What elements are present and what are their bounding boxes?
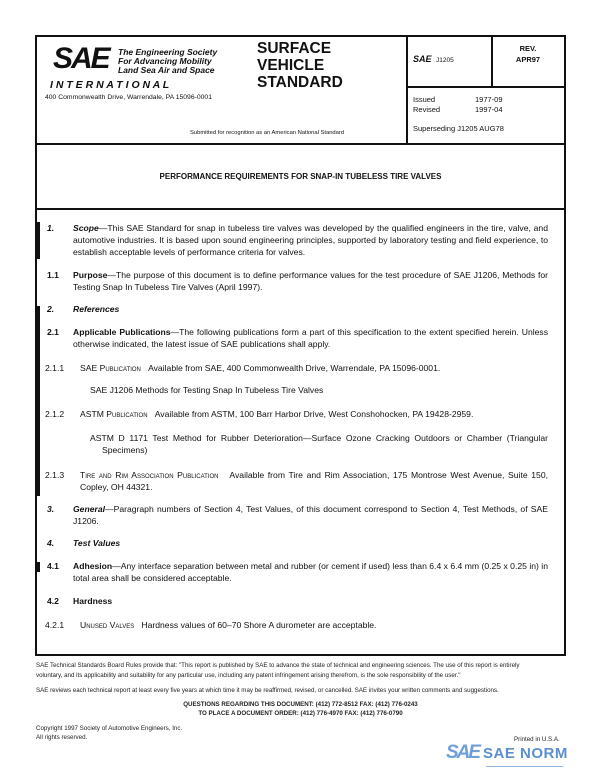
section-text: —This SAE Standard for snap in tubeless tire valves was developed by the qualified engineers in the tire, valve, and automotive industries. It is based upon sound engineering principles, supported by laboratory testing and field experience, to establish acceptable levels of performance criteria for valves. [73, 223, 548, 257]
section-number: 2.1.2 [45, 409, 65, 419]
section-number: 2.1.1 [45, 363, 65, 373]
section-astm-publication [80, 408, 473, 420]
revised-label: Revised [413, 105, 441, 114]
section-number: 4. [47, 538, 55, 548]
doc-type-line: VEHICLE [257, 57, 325, 74]
section-heading: Applicable Publications [73, 327, 171, 337]
section-general [73, 503, 548, 527]
doc-type-line: SURFACE [257, 40, 332, 57]
international-label: I N T E R N A T I O N A L [50, 79, 170, 91]
reference-astm-d1171: ASTM D 1171 Test Method for Rubber Deterioration—Surface Ozone Cracking Outdoors or Chamber (Triangular Specimens) [90, 433, 548, 455]
tagline-line: The Engineering Society [118, 47, 218, 57]
section-heading: Unused Valves [80, 620, 135, 630]
section-number: 2. [47, 304, 55, 314]
section-text: Available from SAE, 400 Commonwealth Drive, Warrendale, PA 15096-0001. [148, 363, 441, 373]
section-number: 3. [47, 504, 55, 514]
revised-value: 1997-04 [475, 105, 503, 114]
section-applicable-publications [73, 326, 548, 350]
section-heading: ASTM Publication [80, 409, 148, 419]
change-bar [37, 222, 40, 259]
watermark-text: SAE NORM [483, 745, 568, 762]
section-unused-valves [80, 619, 376, 631]
change-bar [37, 306, 40, 496]
printed-in: Printed in U.S.A. [514, 736, 560, 743]
order-contact: TO PLACE A DOCUMENT ORDER: (412) 776-4970 FAX: (412) 776-0790 [198, 710, 403, 717]
doc-number: J1205 [436, 57, 454, 64]
copyright: Copyright 1997 Society of Automotive Engineers, Inc. [36, 725, 183, 732]
rev-col-divider [491, 35, 493, 87]
section-heading: SAE Publication [80, 363, 141, 373]
header-col-divider [406, 35, 408, 145]
section-text: Available from Tire and Rim Association, 175 Montrose West Avenue, Suite 150, Copley, OH 44321. [80, 470, 548, 492]
section-text: —The purpose of this document is to define performance values for the test procedure of SAE J1206, Methods for Testing Snap In Tubeless Tire Valves (April 1997). [73, 270, 548, 292]
section-heading: References [73, 304, 120, 314]
section-number: 2.1.3 [45, 470, 65, 480]
sae-logo: SAE [53, 42, 109, 75]
reference-sae-j1206: SAE J1206 Methods for Testing Snap In Tubeless Tire Valves [90, 385, 324, 395]
section-purpose [73, 269, 548, 293]
section-number: 2.1 [47, 327, 59, 337]
watermark-rule [486, 766, 563, 767]
section-text: Available from ASTM, 100 Barr Harbor Drive, West Conshohocken, PA 19428-2959. [154, 409, 474, 419]
rev-value: APR97 [515, 55, 541, 64]
section-text: —Any interface separation between metal and rubber (or cement if used) less than 6.4 x 6.4 mm (0.25 x 0.25 in) in total area shall be considered acceptable. [73, 561, 548, 583]
section-number: 1.1 [47, 270, 59, 280]
review-note: SAE reviews each technical report at least every five years at which time it may be reaffirmed, revised, or cancelled. SAE invites your written comments and suggestions. [36, 687, 499, 694]
section-number: 4.2 [47, 596, 59, 606]
section-number: 4.2.1 [45, 620, 65, 630]
section-text: —Paragraph numbers of Section 4, Test Values, of this document correspond to Section 4, Test Methods, of SAE J1206. [73, 504, 548, 526]
section-scope [73, 222, 548, 258]
society-tagline [118, 48, 217, 75]
section-heading: Adhesion [73, 561, 113, 571]
section-heading: Test Values [73, 538, 121, 548]
section-adhesion [73, 560, 548, 584]
rights: All rights reserved. [36, 734, 88, 741]
document-title: PERFORMANCE REQUIREMENTS FOR SNAP-IN TUBELESS TIRE VALVES [159, 172, 442, 181]
ansi-note: Submitted for recognition as an American National Standard [190, 130, 345, 136]
section-heading: General [73, 504, 106, 514]
title-divider [35, 208, 566, 210]
issued-label: Issued [413, 95, 436, 104]
section-text: —The following publications form a part of this specification to the extent specified herein. Unless otherwise indicated, the latest issue of SAE publications shall apply. [73, 327, 549, 349]
section-number: 4.1 [47, 561, 59, 571]
questions-contact: QUESTIONS REGARDING THIS DOCUMENT: (412) 772-8512 FAX: (412) 776-0243 [183, 701, 418, 708]
issued-value: 1977-09 [475, 95, 503, 104]
tagline-line: Land Sea Air and Space [118, 65, 215, 75]
doc-type [257, 40, 343, 91]
policy-line: voluntary, and its applicability and suitability for any particular use, including any patent infringement arising therefrom, is the sole responsibility of the user." [36, 672, 461, 679]
policy-line: SAE Technical Standards Board Rules provide that: "This report is published by SAE to advance the state of technical and engineering sciences. The use of this report is entirely [36, 662, 520, 669]
header-divider [35, 143, 566, 145]
doc-type-line: STANDARD [257, 74, 343, 91]
section-tra-publication [80, 469, 548, 493]
tagline-line: For Advancing Mobility [118, 56, 212, 66]
section-text: Hardness values of 60–70 Shore A durometer are acceptable. [141, 620, 377, 630]
section-heading: Hardness [73, 596, 113, 606]
sae-address: 400 Commonwealth Drive, Warrendale, PA 15096-0001 [45, 94, 212, 101]
superseding: Superseding J1205 AUG78 [413, 124, 504, 133]
watermark-logo: SAE [446, 742, 480, 763]
section-heading: Purpose [73, 270, 108, 280]
section-heading: Scope [73, 223, 99, 233]
doc-sae-logo: SAE [413, 54, 432, 64]
change-bar [37, 562, 40, 572]
rev-row-divider [406, 86, 566, 88]
section-sae-publication [80, 362, 440, 374]
rev-label: REV. [519, 44, 537, 53]
section-heading: Tire and Rim Association Publication [80, 470, 219, 480]
section-number: 1. [47, 223, 55, 233]
